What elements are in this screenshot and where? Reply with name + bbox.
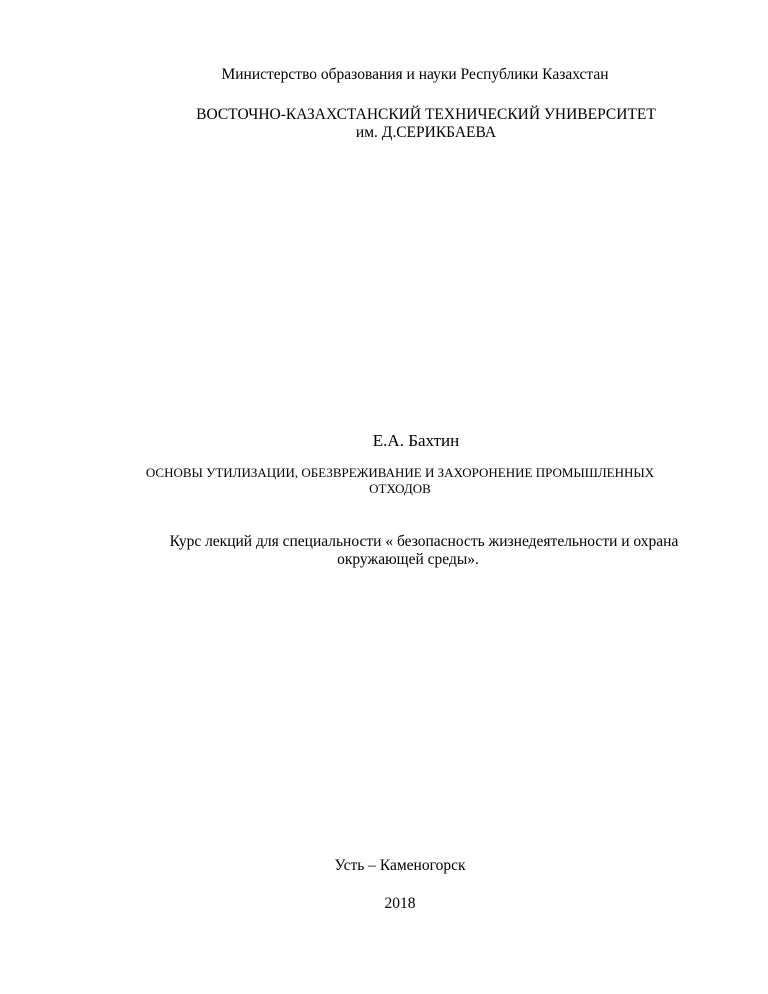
author-name: Е.А. Бахтин	[372, 431, 460, 450]
publication-city: Усть – Каменогорск	[334, 857, 466, 874]
publication-year: 2018	[384, 895, 416, 912]
university-name: ВОСТОЧНО-КАЗАХСТАНСКИЙ ТЕХНИЧЕСКИЙ УНИВЕРСИТЕТ	[196, 106, 656, 123]
ministry-name: Министерство образования и науки Республики Казахстан	[221, 66, 609, 83]
document-title-line-2: ОТХОДОВ	[369, 481, 431, 496]
document-title-line-1: ОСНОВЫ УТИЛИЗАЦИИ, ОБЕЗВРЕЖИВАНИЕ И ЗАХОРОНЕНИЕ ПРОМЫШЛЕННЫХ	[145, 465, 655, 480]
course-description-line-2: окружающей среды».	[337, 551, 479, 568]
course-description-line-1: Курс лекций для специальности « безопасность жизнедеятельности и охрана	[169, 533, 679, 550]
university-name-suffix: им. Д.СЕРИКБАЕВА	[355, 124, 497, 141]
